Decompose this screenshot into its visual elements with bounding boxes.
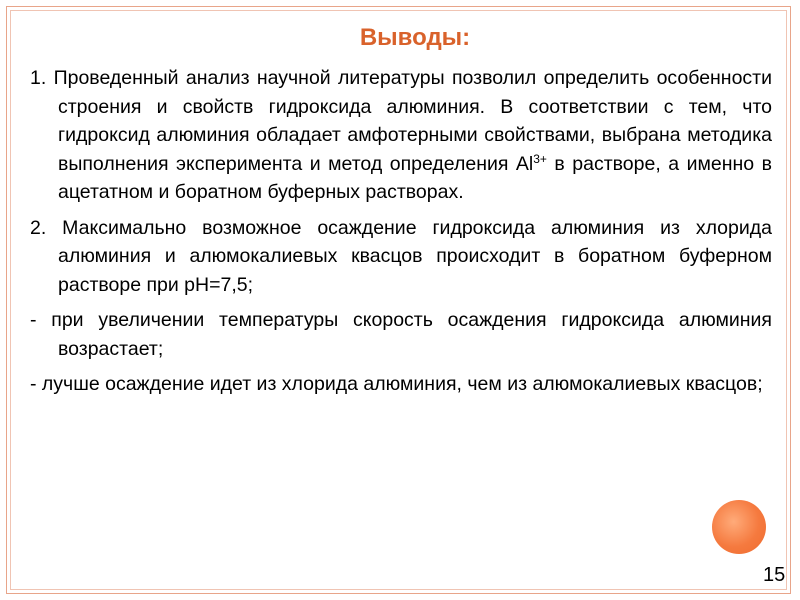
slide-content (30, 64, 772, 406)
al-charge-superscript: 3+ (533, 151, 547, 166)
decorative-orange-circle (712, 500, 766, 554)
page-number: 15 (763, 564, 786, 586)
conclusion-paragraph-1 (30, 64, 772, 207)
conclusion-paragraph-4: - лучше осаждение идет из хлорида алюминия, чем из алюмокалиевых квасцов; (30, 373, 763, 395)
conclusion-1-text-after: в растворе, а именно в ацетатном и боратном буферных растворах. (58, 152, 772, 203)
conclusion-paragraph-2: 2. Максимально возможное осаждение гидроксида алюминия из хлорида алюминия и алюмокалиевых квасцов происходит в боратном буферном растворе при pH=7,5; (30, 216, 772, 296)
conclusion-paragraph-3: - при увеличении температуры скорость осаждения гидроксида алюминия возрастает; (30, 309, 772, 360)
conclusion-1-text-before: 1. Проведенный анализ научной литературы позволил определить особенности строения и свойств гидроксида алюминия. В соответствии с тем, что гидроксид алюминия обладает амфотерными свойствами, выбрана методика выполнения эксперимента и метод определения Al (30, 67, 772, 175)
slide-title: Выводы: (359, 24, 471, 51)
